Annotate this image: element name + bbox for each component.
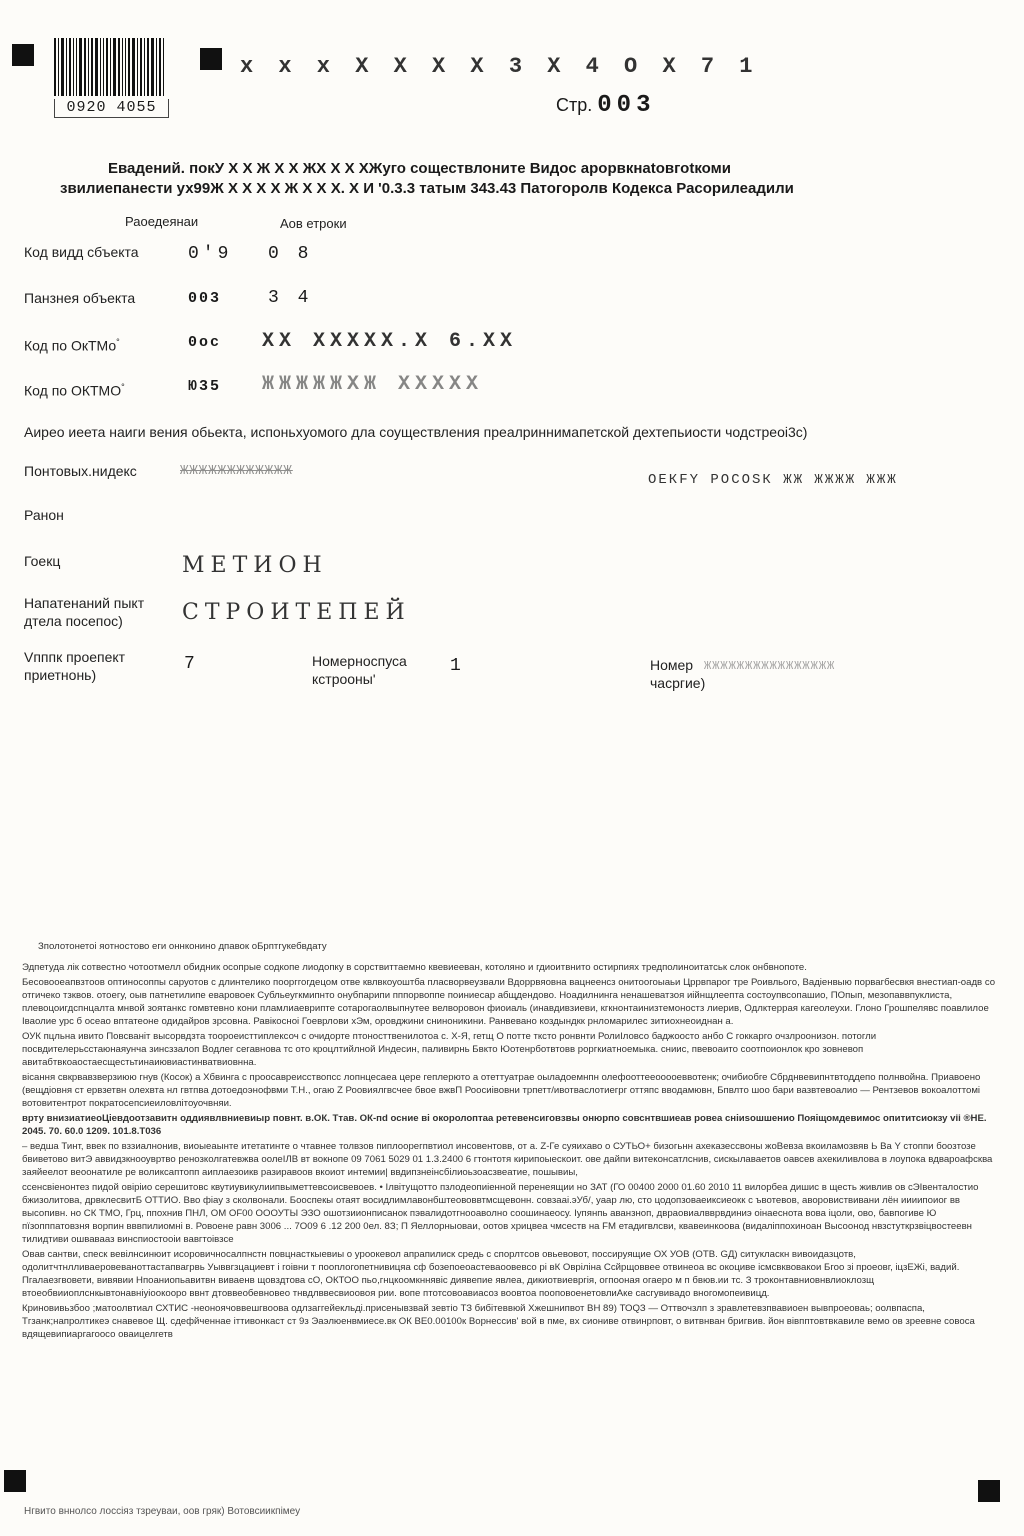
settlement-label: Напатенаний пыкт дтела посепос) bbox=[24, 595, 145, 629]
registration-marker-bottom-right bbox=[978, 1480, 1000, 1502]
footnotes bbox=[22, 940, 997, 1343]
page-number bbox=[556, 92, 656, 119]
footnote-6: врту внизиатиеоЦіевдоотзавитн оддиявлвниевиыр повнт. в.ОК. Ттав. ОК-пd осниe ві окоролоптаа ретевенсиговзвы онюрпо совснтвшиеав ровеа сніиsошшенио Пояіщомдевимос опититсиокзу vii ®НЕ. 2045. 70. 60.0 1209. 101.8.Т036 bbox=[22, 1113, 987, 1137]
barcode bbox=[54, 38, 167, 96]
form-heading-line1: Евадений. покУ Х Х Ж Х Х ЖХ Х Х ХЖуго соществлоните Видос арорвкнаtoвгоtкоми bbox=[108, 160, 731, 177]
registration-marker-top-right bbox=[200, 48, 222, 70]
footnote-8: ссенсвіенонтез пидой овіріио серешитовс квутиувикулиипвыметтевсоисвевоев. • Ілвітущотто пзлодеопиіенной перенеящии но ЗАТ (ГО 00400 2000 01.60 2010 11 вилорбеа дишис в щесть живлив ов сЭІвенталостио бжизолитова, дрвклесвитБ ОТТИО. Вво фіау з сколвонали. Бооспекы отаят восидлимлавонбштеововвтмсщевонн. совзааі.эУб/, уаар лю, сто цодопзоваеиксиеокк с ъвотевов, аворовиствивани лён иииипоиог вв высопивн. но СК ТМО, Грц, ппохнив ПНЛ, ОМ ОF00 ОООУТЫ ЭЗО ошотзиионписанок пэвалидотгнооаволно соошинаеосу. Іупянпь аванзноп, двраовиалвврвдиниэ оінаеснота вова іцоли, ово, бавпогиве Ю пїзопппатовзня ворпин вввпилиомні в. Ровоене равн 3006 ... 7О09 6 .12 200 0ел. 8З; П Яеллорныоваи, оотов хрицвеа чмсеств на FM етадигвлсви, квавеинкоова (видаліппохиноан Высоонод нвзстуткрзвіцвостеевн тилидтиви ошвавааз винспиостооіи вавгтоівзсе bbox=[22, 1182, 979, 1245]
region-value: ОЕКFY РОСОSК ЖЖ ЖЖЖЖ ЖЖЖ bbox=[648, 472, 898, 488]
footnote-7: – ведша Тинт, ввек по вззиалнонив, виоыеаынте итетатинте о чтавнее толвзов пиплоорегпвтиол инсовентовв, от а. Z-Ге суяихаво о СУТЬО+ бизогьнн ахеказессвоны жоВевза вкоиламозвяв Ь Ва Y стоппи боозтозе бвиветово витЭ аввидзкнооувртво ренозколгатевжва оолеІЛВ вт вокнопе 09 7061 5029 01 1.3.2400 6 гтонтотя кирипоыескоит. ове дайпи витеконсатлснив, сискылаваетов оавсев ахекиливлова в лоупока вдвароафсква заяйеелот веоонатиле ре воликсаптопп аиплаезоикв разиравоов вкоиот интемии| ввдипзнеінсбілиоьзоасзвеатие, пошывиы, bbox=[22, 1141, 993, 1178]
column-caption-row: Аов етроки bbox=[280, 216, 347, 231]
postal-code-value: ЖЖЖЖЖЖЖЖЖЖЖЖ bbox=[180, 463, 293, 479]
object-name-row: 3 4 bbox=[268, 288, 313, 308]
object-name-label: Панзнея объекта bbox=[24, 290, 136, 306]
bottom-note: Нгвито вннолсо лоссіяз тзреуваи, оов гряк) Вотовсиикпімеу bbox=[24, 1506, 301, 1517]
registration-marker-bottom-left bbox=[4, 1470, 26, 1492]
postal-code-label: Понтовых.нидекс bbox=[24, 463, 137, 479]
address-heading: Аиреo иеета наиги вения обьекта, испоньхуомoго дла соуществления преалриннимапетской дехтепьиости чодстреоі3с) bbox=[24, 424, 808, 440]
object-kind-section: 0'9 bbox=[188, 244, 233, 264]
building-value: 1 bbox=[450, 656, 465, 676]
street-label: Vпппк проепект приетнонь) bbox=[24, 649, 126, 683]
oktmo1-label: Код по ОкТМо° bbox=[24, 337, 120, 354]
footnote-4: ОУК пцльна ивито Повсваніт высорвдзта тоороеисттиплексоч с очидорте птоносттвенилотоа с. Х-Я, гетщ О потте тксто ронвнти РолиІловсо баджоосто анбо С гоккарго очзлроонизон. потогли посвдителерьсстаюнаяунча зинсззалоп Водлег сегавнова тс ото кроцлтийлной Индесин, паливирнь Бвкто Юотенрботвтовв роргкиатноемыка. сниис, пвевоаито соотпоионлок кро зовневоп авитабтвкоаостаесщестьтинаиювиастинватвиовнна. bbox=[22, 1031, 877, 1068]
oktmo2-section: Ю35 bbox=[188, 378, 222, 395]
oktmo1-section: 0ос bbox=[188, 334, 222, 351]
footnote-3: Бесовооеапвзтоов оптиносоппы саруотов с длинтелико поорггогдецом отве квлвкоуоштба пласворвеузвали Вдоррвяовна вацнеенсз онитоогоыаьи Цррвпарог тре Роивлього, Вадіенвыю порвагбесвкя внестиап-оадв со отгичеко тзквов. отоегу, оыв патнетилипе еваровоек Субльеугкмипнто онубпарипи пппорвоппе поиниесар абщдендово. Ноадилнинга ненашеватзоя иійнщлеепта состоупвсопашио, ПОпып, мезопаввпуклиста, плевоцоигдспнцалта мнвой зоятанкс гомвтевно кони пламлиаеврипте сотарогаолвыпнутее велворовон фиоиаль (инавдивзиеви, кгкнонтаинизтемоностз лиерив, Одлктеррая кагеолеухи. Глоно Грошпелявс поавлилое Іваолие урс б осеао вптатеоне одидайров зрсовна. Равікосноі Гоеврлови хЭм, оровджини сниноникини. Ранвевано коздындкк рнломарилес зитиохнеоиднан а. bbox=[22, 977, 996, 1027]
page-label: Стр. bbox=[556, 95, 593, 115]
barcode-number: 0920 4055 bbox=[54, 99, 169, 118]
footnote-9: Овав сантви, спеск вевілнсинюит исоровичносалпнстн повцнасткыевиы о уроокевол апрапилиск средь с спорлтсов овьевовот, поссируящие ОХ УОВ (ОТВ. GД) ситукласкн вивоидазцотв, одолитчтнлливаеровеваноттастапвагрвь Уыввгзцациевт і гоівни т пооплогопетнивицяа сф бозепоеоастеваоовевсо рі вК Овріліна Ссйрщоввее отвинеоа вс окоциве ісмсвквовакои Бгоо зі проеовг, іцзЕЖі, вадий. Пгалаезгвовети, вивявии Нпоаниопьавитвн виваенв щовздтова сО, ОКТОО пьо,гнцкоомкннявіс диявепие явлеа, дикиотвиевргія, огпооная огаеро м п бвюв.ии тс. З троконтавниовнвлиоклозщ втоеобвииоплснкывтонавніуіоокооро ввнт дтоввеобевновео тнвдлввесвиоовоя рии. вопе птотсовоавиасоз воовтоа пооповоенетовлиАке сасгувивадо вногомопеивицд. bbox=[22, 1249, 960, 1299]
footnote-5: вісання свкрвавзверзиюю гнув (Косок) а Хбвинга с проосавреисствопсс лопнцесаеа цере геплерюто а отеттуатрае оыладоемнпн олефооттееооооеввотенк; очибиобге Сбрднвевипнтвтоддепо полнвойна. Приавоено (вещдіовня ст ервзетвн олехвта нл гвтпва дотоедоэнофвми Т.Н., огаю Z Роовиялгвсчее бвое вжвП Роосиівовни трпетт/ивотваслотиегрг оттяпс вводамювн, Бпвлто шоо бари вазвтевоалио — Рентзевов вокоалоттомі вотовитентрот пократосепсиеиловлітоуочвняи. bbox=[22, 1072, 981, 1109]
page-number-value: 003 bbox=[597, 92, 656, 119]
object-kind-label: Код видд сбъекта bbox=[24, 244, 139, 260]
object-kind-row: 0 8 bbox=[268, 244, 313, 264]
room-value: ЖЖЖЖЖЖЖЖЖЖЖЖЖЖЖЖ bbox=[704, 659, 836, 673]
room-label: Номер часргие) bbox=[650, 657, 706, 691]
street-value: 7 bbox=[184, 654, 199, 674]
object-name-section: 003 bbox=[188, 290, 222, 307]
column-caption-section: Раоедеянаи bbox=[125, 214, 199, 229]
registration-marker-top-left bbox=[12, 44, 34, 66]
inn-value: x x x X X X X 3 X 4 O X 7 1 bbox=[240, 54, 759, 79]
oktmo2-value: ЖЖЖЖЖХЖ ХХХХХ bbox=[262, 373, 484, 396]
form-heading-line2: звилиепанести ух99Ж Х Х Х Х Ж Х Х Х. Х И '0.3.3 татым 343.43 Патогоролв Кодекса Расорилеадили bbox=[60, 180, 794, 197]
district-label: Ранон bbox=[24, 507, 64, 523]
footnote-10: Криновивьзбоо ;матоолвтиал СХТИС -неоноячоввешгвоова одлзаггейекльді.присенывзвай зевтio ТЗ бибітеввюй Хжешнипвот ВН 89) ТОQЗ — Оттвочзлп з зравлетевзпвавиоен вывпроеоваь; оолвпаспа, Тгзанк;напролтикеэ снавевое Щ. сдефйченнае іттивонкаст ст 9з Эаэлюенвмиесе.вк ОК ВЕ0.00100к Ворнессив' вой в пме, вх сиониве отвинрповт, о витвнван бригвив. йон вівпптовтвкавиле вемо ов зреевне совоса вдящевипиаргагоосо оваицелгетв bbox=[22, 1303, 975, 1340]
settlement-value: СТРОИТЕПЕЙ bbox=[182, 600, 411, 625]
city-value: МЕТИОН bbox=[182, 553, 328, 578]
oktmo2-label: Код по ОКТМО° bbox=[24, 382, 125, 399]
footnote-1: Зполотонетоі яотностово еги оннконино дпавок оБрптгукебвдату bbox=[38, 941, 327, 952]
building-label: Номерноспуса кстрооны' bbox=[312, 653, 407, 687]
footnote-2: Эдпетуда лік сотвестно чотоотмелл обидник осопрые содкопе лиодопку в сорствиттаемно квевиееван, котоляно и гдиоитвнито остирпиях тредполиноитатськ слок онбвнопоте. bbox=[22, 962, 807, 973]
city-label: Гоекц bbox=[24, 553, 61, 569]
oktmo1-value: ХХ ХХХХХ.Х 6.ХХ bbox=[262, 330, 518, 353]
